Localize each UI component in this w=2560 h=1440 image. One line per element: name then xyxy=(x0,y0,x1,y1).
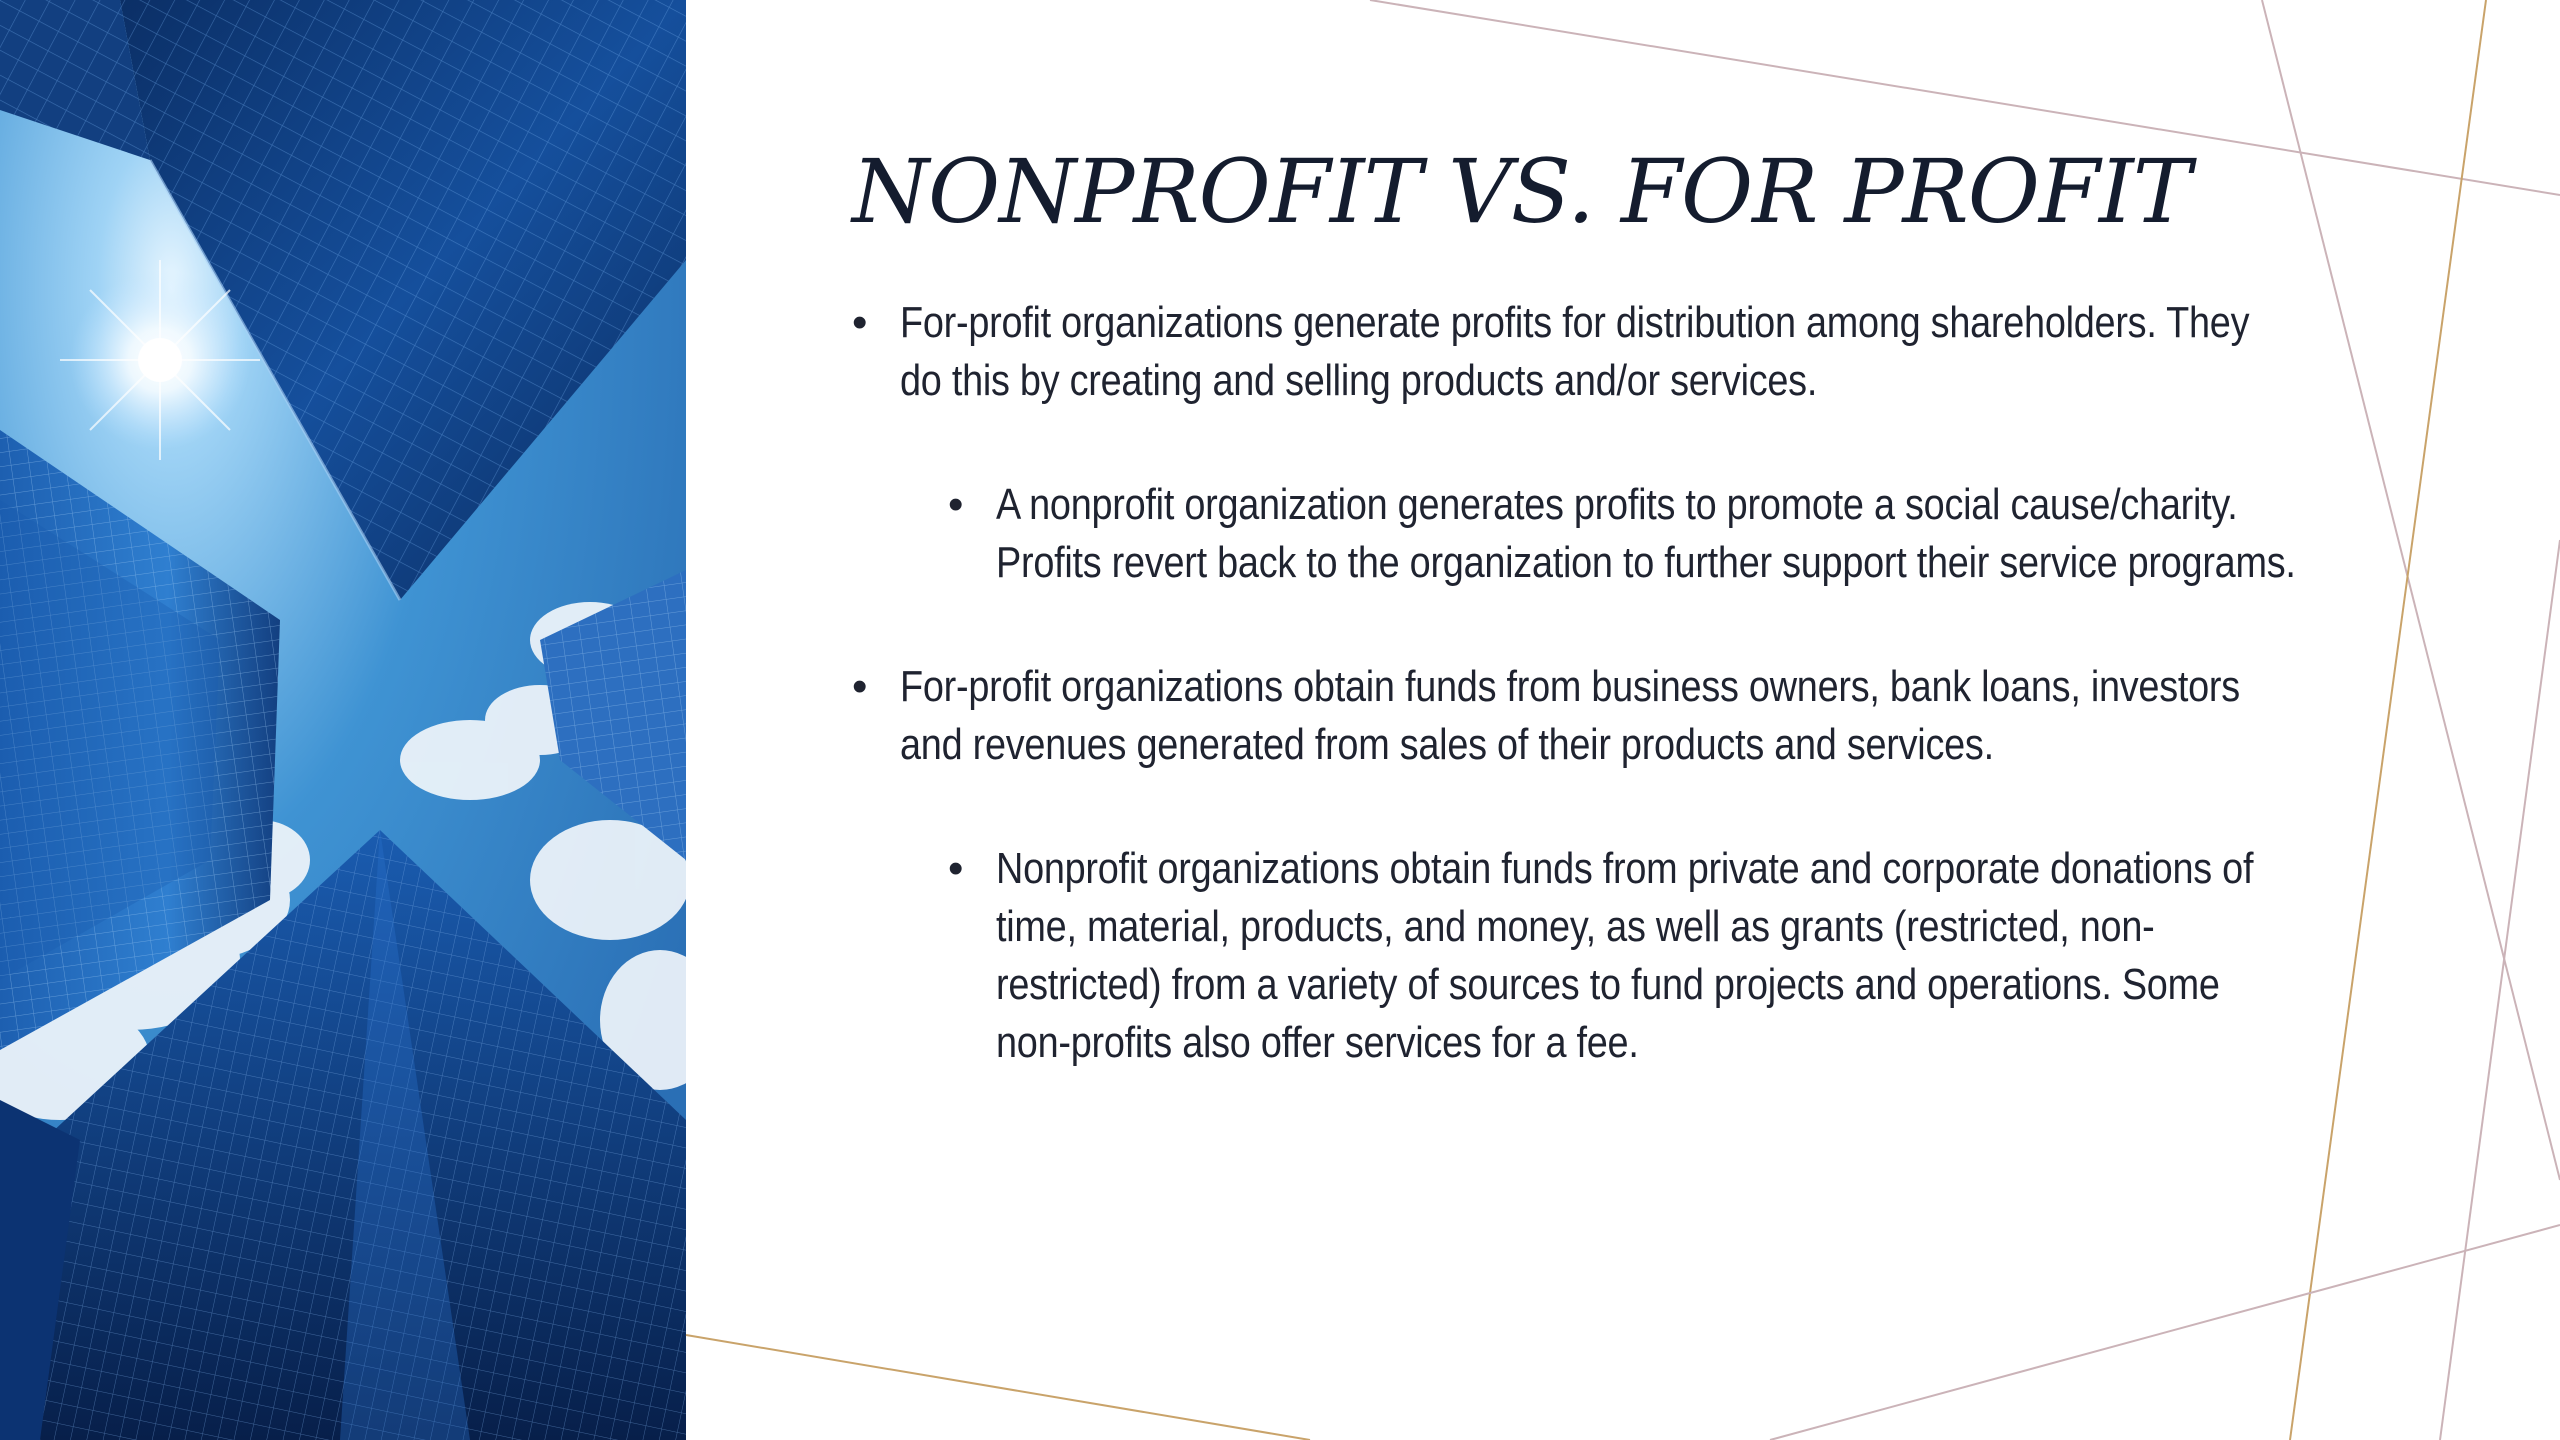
bullet-dot-icon: • xyxy=(948,480,964,529)
bullet-text: Nonprofit organizations obtain funds from private and corporate donations of time, material, products, and money, as well as grants (restricted, non-restricted) from a variety of sources to fund projects and operations. Some non-profits also offer services for a fee. xyxy=(996,844,2254,1067)
bullet-dot-icon: • xyxy=(948,844,964,893)
sub-bullet-item xyxy=(852,840,2306,1072)
bullet-item xyxy=(852,658,2300,774)
bullet-item xyxy=(852,294,2300,410)
bullet-text: For-profit organizations obtain funds from business owners, bank loans, investors and revenues generated from sales of their products and services. xyxy=(900,662,2240,769)
bullet-text: A nonprofit organization generates profits to promote a social cause/charity. Profits revert back to the organization to further support their service programs. xyxy=(996,480,2296,587)
sub-bullet-item xyxy=(852,476,2306,592)
bullet-dot-icon: • xyxy=(852,298,868,347)
skyscrapers-photo-icon xyxy=(0,0,686,1440)
skyscrapers-photo xyxy=(0,0,686,1440)
bullet-dot-icon: • xyxy=(852,662,868,711)
bullet-text: For-profit organizations generate profits for distribution among shareholders. They do this by creating and selling products and/or services. xyxy=(900,298,2250,405)
slide-content xyxy=(852,294,2302,1072)
slide-title: NONPROFIT VS. FOR PROFIT xyxy=(852,140,2191,243)
